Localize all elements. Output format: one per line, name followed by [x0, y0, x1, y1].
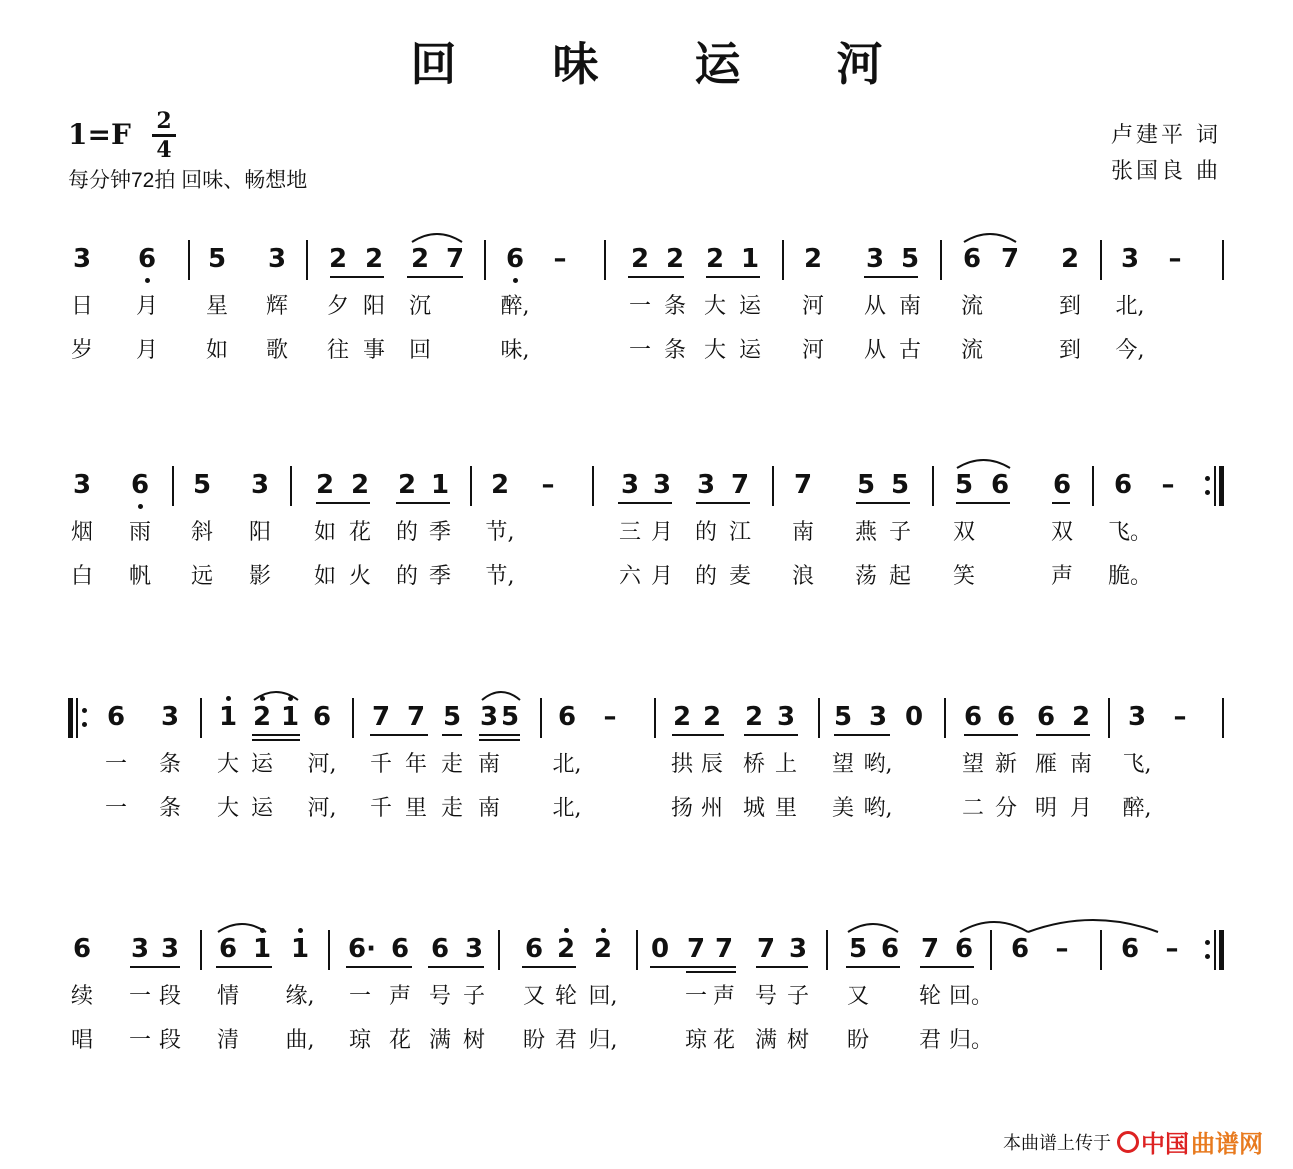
lyric-verse1: 望 [961, 752, 984, 777]
site-name-b: 曲谱网 [1191, 1131, 1263, 1158]
tempo-marking: 每分钟72拍 回味、畅想地 [68, 169, 308, 192]
note: 3 [788, 934, 808, 964]
lyric-verse1: 又 [522, 984, 545, 1009]
lyric-verse2: 北, [552, 796, 582, 821]
note: 3 [250, 470, 270, 500]
note: 1 [290, 934, 310, 964]
note: 6 [1036, 702, 1056, 732]
lyric-verse1: 双 [952, 520, 975, 545]
note: 5 [954, 470, 974, 500]
lyric-verse1: 飞。 [1108, 520, 1153, 545]
note: 6 [137, 244, 157, 274]
note: 5 [833, 702, 853, 732]
lyric-verse1: 三 [618, 520, 641, 545]
lyric-verse2: 白 [70, 564, 93, 589]
note: – [1165, 934, 1179, 964]
note: – [603, 702, 617, 732]
lyric-verse2: 如 [205, 338, 228, 363]
lyric-verse2: 南 [477, 796, 500, 821]
note: 2 [593, 934, 613, 964]
slur-layer [0, 698, 1293, 758]
note: – [553, 244, 567, 274]
lyric-verse1: 烟 [70, 520, 93, 545]
lyric-verse1: 情 [216, 984, 239, 1009]
lyric-verse2: 古 [898, 338, 921, 363]
lyric-verse2: 州 [700, 796, 723, 821]
note: 7 [714, 934, 734, 964]
lyric-verse1: 条 [663, 294, 686, 319]
note: 2 [315, 470, 335, 500]
lyric-verse2: 城 [742, 796, 765, 821]
note: 2 [705, 244, 725, 274]
lyricist-credit: 卢建平 词 [1111, 123, 1221, 148]
note: 3 [652, 470, 672, 500]
lyric-verse2: 清 [216, 1028, 239, 1053]
lyric-verse2: 满 [754, 1028, 777, 1053]
note: 6 [1113, 470, 1133, 500]
lyric-verse1: 河 [801, 294, 824, 319]
note: 3 [479, 702, 499, 732]
note: 2 [556, 934, 576, 964]
note: 6 [72, 934, 92, 964]
lyric-verse1: 的 [395, 520, 418, 545]
staff-line-4 [0, 930, 1293, 1130]
lyric-verse1: 如 [313, 520, 336, 545]
lyric-verse2: 君 [554, 1028, 577, 1053]
lyric-verse1: 醉, [500, 294, 530, 319]
note: 5 [207, 244, 227, 274]
lyric-verse1: 缘, [285, 984, 315, 1009]
lyric-verse1: 子 [462, 984, 485, 1009]
note: 5 [848, 934, 868, 964]
lyric-verse1: 雨 [128, 520, 151, 545]
note: 1 [740, 244, 760, 274]
note: 3 [72, 470, 92, 500]
lyric-verse2: 事 [362, 338, 385, 363]
lyric-verse1: 阳 [248, 520, 271, 545]
note: 3 [865, 244, 885, 274]
lyric-verse1: 星 [205, 294, 228, 319]
lyric-verse1: 声 [388, 984, 411, 1009]
lyric-verse1: 双 [1050, 520, 1073, 545]
note: 1 [252, 934, 272, 964]
note: 3 [267, 244, 287, 274]
lyric-verse2: 如 [313, 564, 336, 589]
footer [1003, 1124, 1263, 1159]
note: 0 [650, 934, 670, 964]
lyric-verse2: 唱 [70, 1028, 93, 1053]
lyric-verse2: 今, [1115, 338, 1145, 363]
lyric-verse2: 运 [738, 338, 761, 363]
lyric-verse2: 归, [588, 1028, 618, 1053]
note: 2 [672, 702, 692, 732]
staff-line-1 [0, 240, 1293, 440]
note: – [1161, 470, 1175, 500]
lyric-verse1: 江 [728, 520, 751, 545]
note: 3 [72, 244, 92, 274]
note: 5 [900, 244, 920, 274]
key-signature: 1=F [68, 118, 131, 151]
staff-line-2 [0, 466, 1293, 666]
lyric-verse2: 美 [831, 796, 854, 821]
song-title: 回 味 运 河 [410, 37, 923, 91]
lyric-verse1: 声 [712, 984, 735, 1009]
note: 1 [218, 702, 238, 732]
lyric-verse2: 月 [650, 564, 673, 589]
note: 2 [350, 470, 370, 500]
slur-layer [0, 930, 1293, 990]
lyric-verse2: 明 [1034, 796, 1057, 821]
lyric-verse2: 哟, [863, 796, 893, 821]
lyric-verse1: 辰 [700, 752, 723, 777]
lyric-verse2: 曲, [285, 1028, 315, 1053]
lyric-verse2: 麦 [728, 564, 751, 589]
note: 6 [880, 934, 900, 964]
lyric-verse2: 到 [1058, 338, 1081, 363]
lyric-verse2: 从 [863, 338, 886, 363]
note: 5 [192, 470, 212, 500]
site-name-a: 中国 [1141, 1131, 1189, 1158]
lyric-verse1: 辉 [265, 294, 288, 319]
lyric-verse2: 一 [104, 796, 127, 821]
lyric-verse2: 大 [216, 796, 239, 821]
lyric-verse1: 条 [158, 752, 181, 777]
lyric-verse2: 千 [369, 796, 392, 821]
note: 2 [490, 470, 510, 500]
note: 2 [1060, 244, 1080, 274]
lyric-verse2: 季 [428, 564, 451, 589]
lyric-verse1: 一 [348, 984, 371, 1009]
lyric-verse2: 声 [1050, 564, 1073, 589]
lyric-verse2: 琼 [684, 1028, 707, 1053]
lyric-verse1: 一 [684, 984, 707, 1009]
note: 6 [524, 934, 544, 964]
note: 6 [1052, 470, 1072, 500]
lyric-verse1: 河, [307, 752, 337, 777]
note: 1 [280, 702, 300, 732]
lyric-verse2: 回 [408, 338, 431, 363]
lyric-verse1: 回, [588, 984, 618, 1009]
note: 7 [756, 934, 776, 964]
note: 3 [696, 470, 716, 500]
note: 6 [1120, 934, 1140, 964]
lyric-verse1: 轮 [554, 984, 577, 1009]
note: – [1173, 702, 1187, 732]
note: 6 [954, 934, 974, 964]
lyric-verse2: 起 [888, 564, 911, 589]
slur-layer [0, 240, 1293, 300]
lyric-verse1: 雁 [1034, 752, 1057, 777]
lyric-verse2: 笑 [952, 564, 975, 589]
note: 6 [962, 244, 982, 274]
lyric-verse2: 琼 [348, 1028, 371, 1053]
lyric-verse1: 段 [158, 984, 181, 1009]
note: – [1055, 934, 1069, 964]
note: 6 [218, 934, 238, 964]
lyric-verse1: 桥 [742, 752, 765, 777]
lyric-verse2: 一 [128, 1028, 151, 1053]
note: 3 [464, 934, 484, 964]
note: 3 [130, 934, 150, 964]
lyric-verse1: 阳 [362, 294, 385, 319]
lyric-verse1: 一 [628, 294, 651, 319]
lyric-verse2: 树 [786, 1028, 809, 1053]
lyric-verse1: 南 [791, 520, 814, 545]
lyric-verse1: 南 [477, 752, 500, 777]
lyric-verse1: 花 [348, 520, 371, 545]
lyric-verse2: 花 [712, 1028, 735, 1053]
lyric-verse1: 从 [863, 294, 886, 319]
note: – [1168, 244, 1182, 274]
lyric-verse1: 沉 [408, 294, 431, 319]
lyric-verse2: 走 [440, 796, 463, 821]
lyric-verse1: 运 [250, 752, 273, 777]
lyric-verse2: 月 [1069, 796, 1092, 821]
lyric-verse1: 上 [774, 752, 797, 777]
note: 7 [1000, 244, 1020, 274]
note: 5 [890, 470, 910, 500]
lyric-verse2: 六 [618, 564, 641, 589]
lyric-verse2: 条 [663, 338, 686, 363]
slur [957, 460, 1010, 468]
lyric-verse2: 往 [326, 338, 349, 363]
note: 2 [364, 244, 384, 274]
slur [412, 234, 462, 242]
lyric-verse1: 又 [846, 984, 869, 1009]
lyric-verse2: 树 [462, 1028, 485, 1053]
note: 2 [1071, 702, 1091, 732]
lyric-verse1: 斜 [190, 520, 213, 545]
lyric-verse1: 燕 [854, 520, 877, 545]
lyric-verse1: 年 [404, 752, 427, 777]
note: 7 [920, 934, 940, 964]
note: 3 [868, 702, 888, 732]
lyric-verse2: 脆。 [1108, 564, 1153, 589]
lyric-verse1: 一 [128, 984, 151, 1009]
lyric-verse1: 回。 [949, 984, 994, 1009]
lyric-verse1: 拱 [670, 752, 693, 777]
note: 6 [1010, 934, 1030, 964]
lyric-verse1: 运 [738, 294, 761, 319]
lyric-verse2: 远 [190, 564, 213, 589]
note: 6 [130, 470, 150, 500]
note: 6 [106, 702, 126, 732]
lyric-verse2: 浪 [791, 564, 814, 589]
note: 3 [620, 470, 640, 500]
note: 6 [312, 702, 332, 732]
lyric-verse1: 一 [104, 752, 127, 777]
note: 2 [328, 244, 348, 274]
note: 0 [904, 702, 924, 732]
lyric-verse2: 盼 [522, 1028, 545, 1053]
lyric-verse2: 里 [774, 796, 797, 821]
lyric-verse1: 望 [831, 752, 854, 777]
lyric-verse1: 哟, [863, 752, 893, 777]
note: 6 [390, 934, 410, 964]
slur [964, 234, 1016, 242]
lyric-verse2: 流 [960, 338, 983, 363]
lyric-verse2: 月 [135, 338, 158, 363]
lyric-verse2: 君 [918, 1028, 941, 1053]
note: 7 [730, 470, 750, 500]
note: 6 [963, 702, 983, 732]
lyric-verse2: 味, [500, 338, 530, 363]
lyric-verse1: 月 [650, 520, 673, 545]
staff-line-3 [0, 698, 1293, 898]
lyric-verse1: 节, [485, 520, 515, 545]
lyric-verse2: 荡 [854, 564, 877, 589]
time-signature-bottom: 4 [156, 137, 172, 163]
lyric-verse1: 日 [70, 294, 93, 319]
note: 3 [160, 934, 180, 964]
lyric-verse1: 飞, [1122, 752, 1152, 777]
lyric-verse2: 醉, [1122, 796, 1152, 821]
lyric-verse2: 歌 [265, 338, 288, 363]
lyric-verse1: 北, [552, 752, 582, 777]
site-logo[interactable] [1117, 1124, 1263, 1159]
slur-layer [0, 466, 1293, 526]
note: 2 [410, 244, 430, 274]
note: 5 [856, 470, 876, 500]
slur [960, 922, 1028, 932]
note: 2 [397, 470, 417, 500]
lyric-verse1: 的 [694, 520, 717, 545]
slur [218, 924, 266, 932]
lyric-verse1: 季 [428, 520, 451, 545]
note: 1 [430, 470, 450, 500]
lyric-verse2: 盼 [846, 1028, 869, 1053]
note: 2 [702, 702, 722, 732]
lyric-verse2: 帆 [128, 564, 151, 589]
lyric-verse1: 流 [960, 294, 983, 319]
lyric-verse1: 北, [1115, 294, 1145, 319]
lyric-verse2: 扬 [670, 796, 693, 821]
note: 3 [1120, 244, 1140, 274]
note: 3 [776, 702, 796, 732]
lyric-verse2: 影 [248, 564, 271, 589]
slur [1028, 920, 1158, 932]
composer-credit: 张国良 曲 [1111, 159, 1221, 184]
lyric-verse2: 的 [694, 564, 717, 589]
lyric-verse1: 新 [994, 752, 1017, 777]
lyric-verse2: 里 [404, 796, 427, 821]
note: 6· [348, 934, 376, 964]
lyric-verse1: 到 [1058, 294, 1081, 319]
lyric-verse2: 河 [801, 338, 824, 363]
note: 5 [442, 702, 462, 732]
lyric-verse2: 大 [703, 338, 726, 363]
lyric-verse1: 号 [754, 984, 777, 1009]
lyric-verse2: 花 [388, 1028, 411, 1053]
note: 7 [686, 934, 706, 964]
note: 2 [252, 702, 272, 732]
note: 7 [445, 244, 465, 274]
lyric-verse2: 段 [158, 1028, 181, 1053]
lyric-verse2: 归。 [949, 1028, 994, 1053]
lyric-verse1: 夕 [326, 294, 349, 319]
lyric-verse2: 火 [348, 564, 371, 589]
note: – [541, 470, 555, 500]
note: 3 [160, 702, 180, 732]
lyric-verse2: 满 [428, 1028, 451, 1053]
lyric-verse2: 节, [485, 564, 515, 589]
lyric-verse1: 南 [898, 294, 921, 319]
slur [482, 692, 520, 700]
lyric-verse1: 轮 [918, 984, 941, 1009]
footer-text: 本曲谱上传于 [1003, 1132, 1111, 1153]
lyric-verse1: 大 [703, 294, 726, 319]
lyric-verse1: 月 [135, 294, 158, 319]
note: 6 [430, 934, 450, 964]
note: 6 [990, 470, 1010, 500]
lyric-verse1: 大 [216, 752, 239, 777]
note: 6 [557, 702, 577, 732]
note: 2 [744, 702, 764, 732]
logo-mark-icon [1117, 1131, 1139, 1153]
lyric-verse1: 南 [1069, 752, 1092, 777]
lyric-verse2: 的 [395, 564, 418, 589]
lyric-verse1: 子 [888, 520, 911, 545]
lyric-verse2: 二 [961, 796, 984, 821]
lyric-verse1: 走 [440, 752, 463, 777]
slur [848, 924, 898, 932]
note: 2 [630, 244, 650, 274]
note: 2 [665, 244, 685, 274]
time-signature [152, 110, 176, 161]
lyric-verse1: 千 [369, 752, 392, 777]
note: 7 [793, 470, 813, 500]
note: 6 [505, 244, 525, 274]
slur [254, 692, 298, 700]
lyric-verse2: 一 [628, 338, 651, 363]
lyric-verse2: 条 [158, 796, 181, 821]
time-signature-top: 2 [156, 108, 172, 134]
note: 6 [996, 702, 1016, 732]
lyric-verse2: 运 [250, 796, 273, 821]
note: 3 [1127, 702, 1147, 732]
note: 2 [803, 244, 823, 274]
note: 5 [500, 702, 520, 732]
note: 7 [406, 702, 426, 732]
lyric-verse2: 河, [307, 796, 337, 821]
note: 7 [371, 702, 391, 732]
lyric-verse2: 分 [994, 796, 1017, 821]
lyric-verse1: 子 [786, 984, 809, 1009]
lyric-verse1: 号 [428, 984, 451, 1009]
lyric-verse2: 岁 [70, 338, 93, 363]
lyric-verse1: 续 [70, 984, 93, 1009]
